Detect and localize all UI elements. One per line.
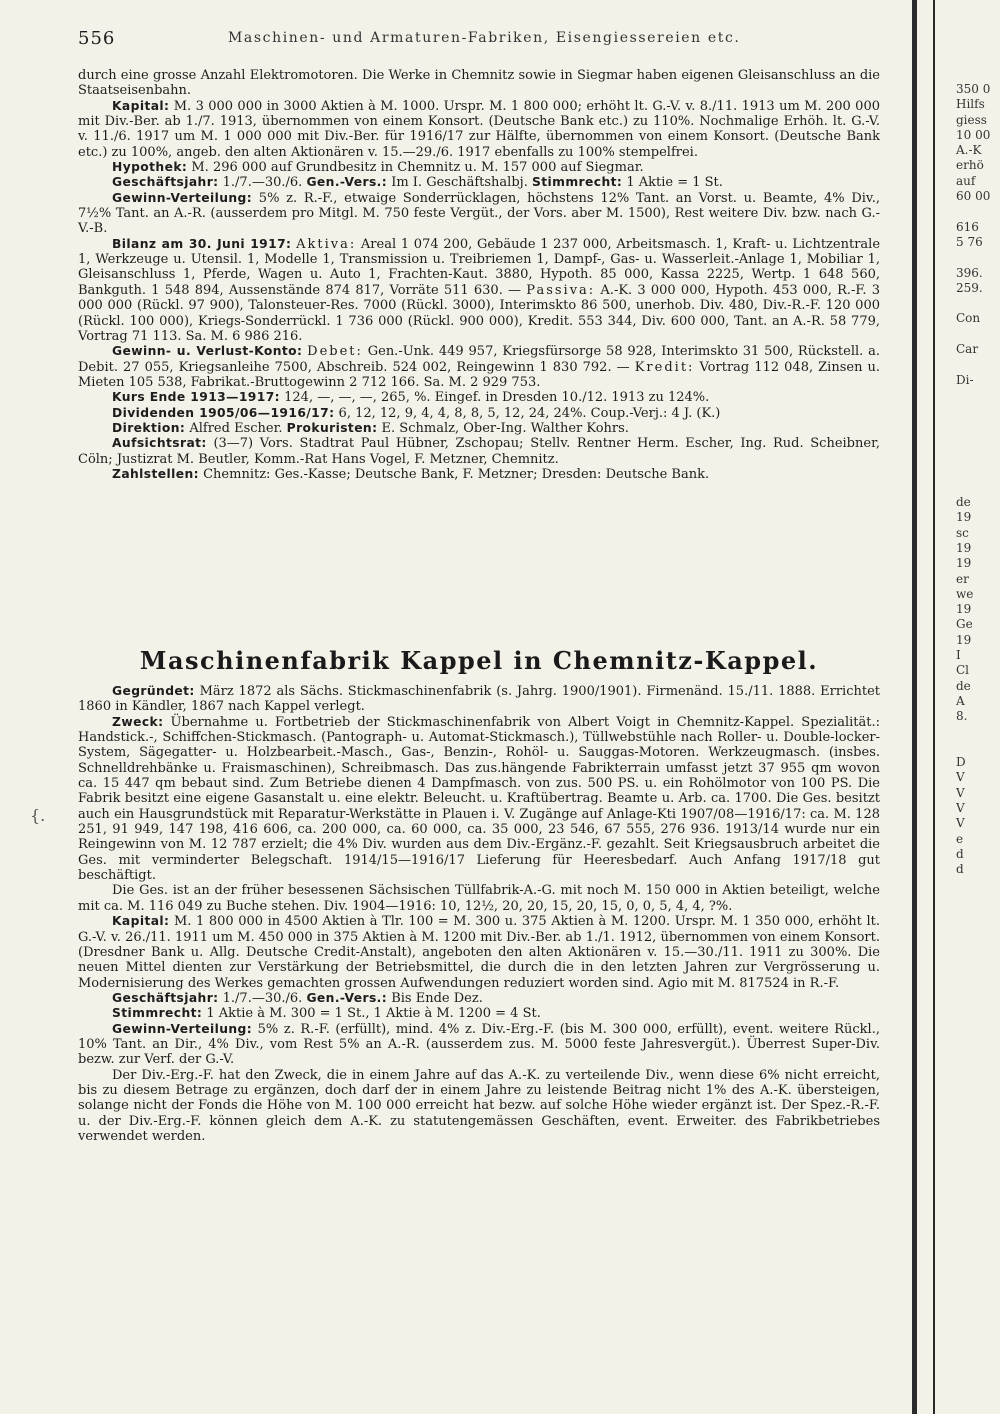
intro-paragraph: durch eine grosse Anzahl Elektromotoren. Die Werke in Chemnitz sowie in Siegmar haben eigenen Gleisanschluss an die Staatseisenbahn. xyxy=(78,68,880,99)
bilanz-section: Bilanz am 30. Juni 1917: Aktiva: Areal 1 074 200, Gebäude 1 237 000, Arbeitsmasch. 1, Kraft- u. Lichtzentrale 1, Werkzeuge u. Utensil. 1, Modelle 1, Transmission u. Treibriemen 1, Dampf-, Gas- u. Wasserleit.-Anlage 1, Mobiliar 1, Gleisanschluss 1, Pferde, Wagen u. Auto 1, Frachten-Kaut. 3880, Hypoth. 85 000, Kassa 2225, Wertp. 1 648 560, Bankguth. 1 548 894, Aussenstände 874 817, Vorräte 511 630. — Passiva: A.-K. 3 000 000, Hypoth. 453 000, R.-F. 3 000 000 (Rückl. 97 900), Talonsteuer-Res. 7000 (Rückl. 3000), Interimskto 86 500, unerhob. Div. 480, Div.-R.-F. 120 000 (Rückl. 100 000), Kriegs-Sonderrückl. 1 736 000 (Rückl. 900 000), Kredit. 553 344, Div. 600 000, Tant. an A.-R. 58 779, Vortrag 71 113. Sa. M. 6 986 216. xyxy=(78,236,881,344)
adjacent-page-line: 396. xyxy=(956,265,983,280)
adjacent-page-line: 259. xyxy=(956,280,983,295)
adjacent-page-line xyxy=(956,480,1000,495)
adjacent-page-line: d xyxy=(956,862,964,877)
adjacent-page-line: 5 76 xyxy=(956,234,983,249)
hypothek-section: Hypothek: M. 296 000 auf Grundbesitz in Chemnitz u. M. 157 000 auf Siegmar. xyxy=(112,160,644,176)
adjacent-page-line: V xyxy=(956,785,965,800)
adjacent-page-line: V xyxy=(956,770,965,785)
adjacent-page-line xyxy=(956,434,1000,449)
gegruendet-section: Gegründet: März 1872 als Sächs. Stickmaschinenfabrik (s. Jahrg. 1900/1901). Firmenänd. 15./11. 1888. Errichtet 1860 in Kändler, 1867 nach Kappel verlegt. xyxy=(78,684,881,715)
adjacent-page-line: V xyxy=(956,800,965,815)
page-number: 556 xyxy=(78,28,116,49)
adjacent-page-line xyxy=(956,357,1000,372)
kapital-section: Kapital: M. 1 800 000 in 4500 Aktien à Tlr. 100 = M. 300 u. 375 Aktien à M. 1200. Urspr. M. 1 350 000, erhöht lt. G.-V. v. 26./11. 1911 um M. 450 000 in 375 Aktien à M. 1200 mit Div.-Ber. ab 1./1. 1912, übernommen von einem Konsort. (Dresdner Bank u. Allg. Deutsche Credit-Anstalt), angeboten den alten Aktionären v. 15.—30./11. 1911 zu 300%. Die neuen Mittel dienten zur Verstärkung der Betriebsmittel, die durch die in den letzten Jahren zur Vergrösserung u. Modernisierung des Werkes gemachten grossen Aufwendungen reduziert worden sind. Agio mit M. 817524 in R.-F. xyxy=(78,914,880,991)
adjacent-page-line xyxy=(956,388,1000,403)
adjacent-page-line: er xyxy=(956,571,969,586)
adjacent-page-line: auf xyxy=(956,173,976,188)
adjacent-page-fragment xyxy=(956,82,1000,877)
adjacent-page-line: sc xyxy=(956,525,969,540)
margin-mark: {. xyxy=(30,806,46,825)
adjacent-page-line: d xyxy=(956,846,964,861)
aufsichtsrat-section: Aufsichtsrat: (3—7) Vors. Stadtrat Paul Hübner, Zschopau; Stellv. Rentner Herm. Escher, Ing. Rud. Scheibner, Cöln; Justizrat M. Beutler, Komm.-Rat Hans Vogel, F. Metzner, Chemnitz. xyxy=(78,436,880,467)
kapital-section: Kapital: M. 3 000 000 in 3000 Aktien à M. 1000. Urspr. M. 1 800 000; erhöht lt. G.-V. v. 8./11. 1913 um M. 200 000 mit Div.-Ber. ab 1./7. 1913, übernommen von einem Konsort. (Deutsche Bank etc.) zu 110%. Nochmalige Erhöh. lt. G.-V. v. 11./6. 1917 um M. 1 000 000 mit Div.-Ber. für 1916/17 zur Hälfte, übernommen von einem Konsort. (Deutsche Bank etc.) zu 100%, angeb. den alten Aktionären v. 15.—29./6. 1917 ebenfalls zu 100% stempelfrei. xyxy=(78,98,880,160)
company-entry-kappel xyxy=(78,684,880,1144)
adjacent-page-line: 350 0 xyxy=(956,82,991,96)
page-header xyxy=(78,24,908,50)
adjacent-page-line: D xyxy=(956,755,966,770)
page-edge-rule xyxy=(912,0,917,1414)
adjacent-page-line: 19 xyxy=(956,510,972,525)
adjacent-page-line: 19 xyxy=(956,556,972,571)
adjacent-page-line: Car xyxy=(956,342,979,357)
adjacent-page-line: I xyxy=(956,647,961,662)
geschaeftsjahr-line: Geschäftsjahr: 1./7.—30./6. Gen.-Vers.: Im I. Geschäftshalbj. Stimmrecht: 1 Aktie = 1 St. xyxy=(112,175,723,191)
adjacent-page-line: Con xyxy=(956,311,981,326)
guv-section: Gewinn- u. Verlust-Konto: Debet: Gen.-Unk. 449 957, Kriegsfürsorge 58 928, Interimskto 31 500, Rückstell. a. Debit. 27 055, Kriegsanleihe 7500, Abschreib. 524 002, Reingewinn 1 830 792. — Kredit: Vortrag 112 048, Zinsen u. Mieten 105 538, Fabrikat.-Bruttogewinn 2 712 166. Sa. M. 2 929 753. xyxy=(78,344,881,390)
adjacent-page-line: Cl xyxy=(956,663,970,678)
adjacent-page-line: 8. xyxy=(956,709,968,724)
adjacent-page-line: Di- xyxy=(956,372,974,387)
adjacent-page-line: 19 xyxy=(956,540,972,555)
adjacent-page-line xyxy=(956,327,1000,342)
beteiligung-paragraph: Die Ges. ist an der früher besessenen Sächsischen Tüllfabrik-A.-G. mit noch M. 150 000 in Aktien beteiligt, welche mit ca. M. 116 049 zu Buche stehen. Div. 1904—1916: 10, 12½, 20, 20, 15, 20, 15, 0, 0, 5, 4, 4, ?%. xyxy=(78,883,880,914)
gewinn-verteilung-section: Gewinn-Verteilung: 5% z. R.-F. (erfüllt), mind. 4% z. Div.-Erg.-F. (bis M. 300 000, erfüllt), event. weitere Rückl., 10% Tant. an Dir., 4% Div., vom Rest 5% an A.-R. (ausserdem zus. M. 5000 feste Jahresvergüt.). Überrest Super-Div. bezw. zur Verf. der G.-V. xyxy=(78,1021,880,1068)
adjacent-page-line xyxy=(956,740,1000,755)
kurs-line: Kurs Ende 1913—1917: 124, —, —, —, 265, %. Eingef. in Dresden 10./12. 1913 zu 124%. xyxy=(112,390,710,406)
adjacent-page-line: 19 xyxy=(956,602,972,617)
adjacent-page-line: 19 xyxy=(956,632,972,647)
adjacent-page-line: de xyxy=(956,495,971,510)
adjacent-page-line xyxy=(956,464,1000,479)
adjacent-page-line: giess xyxy=(956,112,987,127)
adjacent-page-line xyxy=(956,250,1000,265)
adjacent-page-line xyxy=(956,296,1000,311)
adjacent-page-line: erhö xyxy=(956,158,984,173)
adjacent-page-line: A xyxy=(956,693,965,708)
adjacent-page-line: 616 xyxy=(956,219,979,234)
direktion-line: Direktion: Alfred Escher. Prokuristen: E. Schmalz, Ober-Ing. Walther Kohrs. xyxy=(112,420,629,436)
adjacent-page-line: de xyxy=(956,678,971,693)
div-erg-f-paragraph: Der Div.-Erg.-F. hat den Zweck, die in einem Jahre auf das A.-K. zu verteilende Div., wenn diese 6% nicht erreicht, bis zu diesem Betrage zu ergänzen, doch darf der in einem Jahre zu leistende Beitrag nicht 1% des A.-K. übersteigen, solange nicht der Fonds die Höhe von M. 100 000 erreicht hat bezw. auf solche Höhe wieder ergänzt ist. Der Spez.-R.-F. u. der Div.-Erg.-F. können gleich dem A.-K. zu statutengemässen Geschäften, event. Erweiter. des Fabrikbetriebes verwendet werden. xyxy=(78,1067,880,1144)
geschaeftsjahr-line: Geschäftsjahr: 1./7.—30./6. Gen.-Vers.: Bis Ende Dez. xyxy=(112,990,483,1006)
running-title: Maschinen- und Armaturen-Fabriken, Eisengiessereien etc. xyxy=(228,30,741,46)
dividenden-line: Dividenden 1905/06—1916/17: 6, 12, 12, 9, 4, 4, 8, 8, 5, 12, 24, 24%. Coup.-Verj.: 4 J. (K.) xyxy=(112,405,721,421)
adjacent-page-line: A.-K xyxy=(956,143,982,158)
zahlstellen-line: Zahlstellen: Chemnitz: Ges.-Kasse; Deutsche Bank, F. Metzner; Dresden: Deutsche Bank. xyxy=(112,466,710,482)
gewinn-verteilung-section: Gewinn-Verteilung: 5% z. R.-F., etwaige Sonderrücklagen, höchstens 12% Tant. an Vorst. u. Beamte, 4% Div., 7½% Tant. an A.-R. (ausserdem pro Mitgl. M. 750 feste Vergüt., der Vors. aber M. 1500), Rest weitere Div. bzw. nach G.-V.-B. xyxy=(78,190,880,237)
adjacent-page-line xyxy=(956,449,1000,464)
stimmrecht-line: Stimmrecht: 1 Aktie à M. 300 = 1 St., 1 Aktie à M. 1200 = 4 St. xyxy=(112,1006,541,1022)
adjacent-page-line: V xyxy=(956,816,965,831)
company-entry-continued xyxy=(78,68,880,482)
zweck-section: Zweck: Übernahme u. Fortbetrieb der Stickmaschinenfabrik von Albert Voigt in Chemnitz-Kappel. Spezialität.: Handstick.-, Schiffchen-Stickmasch. (Pantograph- u. Automat-Stickmasch.), Tüllwebstühle nach Roller- u. Double-locker-System, Sägegatter- u. Holzbearbeit.-Masch., Gas-, Benzin-, Rohöl- u. Sauggas-Motoren. Werkzeugmasch. (insbes. Schnelldrehbänke u. Fraismaschinen), Schreibmasch. Das zus.hängende Fabrikterrain umfasst jetzt 37 955 qm wovon ca. 15 447 qm bebaut sind. Zum Betriebe dienen 4 Dampfmasch. von zus. 500 PS. u. ein Rohölmotor von 100 PS. Die Fabrik besitzt eine eigene Gasanstalt u. eine elektr. Beleucht. u. Kraftübertrag. Beamte u. Arb. ca. 1700. Die Ges. besitzt auch ein Hausgrundstück mit Reparatur-Werkstätte in Plauen i. V. Zugänge auf Anlage-Kti 1907/08—1916/17: ca. M. 128 251, 91 949, 147 198, 416 606, ca. 200 000, ca. 60 000, ca. 35 000, 23 546, 67 555, 276 936. 1913/14 wurde nur ein Reingewinn von M. 12 787 erzielt; die 4% Div. wurden aus dem Div.-Ergänz.-F. gezahlt. Seit Kriegsausbruch arbeitet die Ges. mit verminderter Belegschaft. 1914/15—1916/17 Lieferung für Heeresbedarf. Auch Anfang 1917/18 gut beschäftigt. xyxy=(78,714,880,884)
adjacent-page-line xyxy=(956,403,1000,418)
adjacent-page-line: Hilfs xyxy=(956,97,985,112)
adjacent-page-line: 60 00 xyxy=(956,189,991,204)
adjacent-page-line: 10 00 xyxy=(956,127,991,142)
company-title: Maschinenfabrik Kappel in Chemnitz-Kappel. xyxy=(139,646,819,675)
adjacent-page-line: we xyxy=(956,586,974,601)
adjacent-page-line xyxy=(956,419,1000,434)
adjacent-page-line xyxy=(956,204,1000,219)
adjacent-page-line: e xyxy=(956,831,964,846)
adjacent-page-line: Ge xyxy=(956,617,973,632)
page-edge-rule-thin xyxy=(933,0,935,1414)
adjacent-page-line xyxy=(956,724,1000,739)
